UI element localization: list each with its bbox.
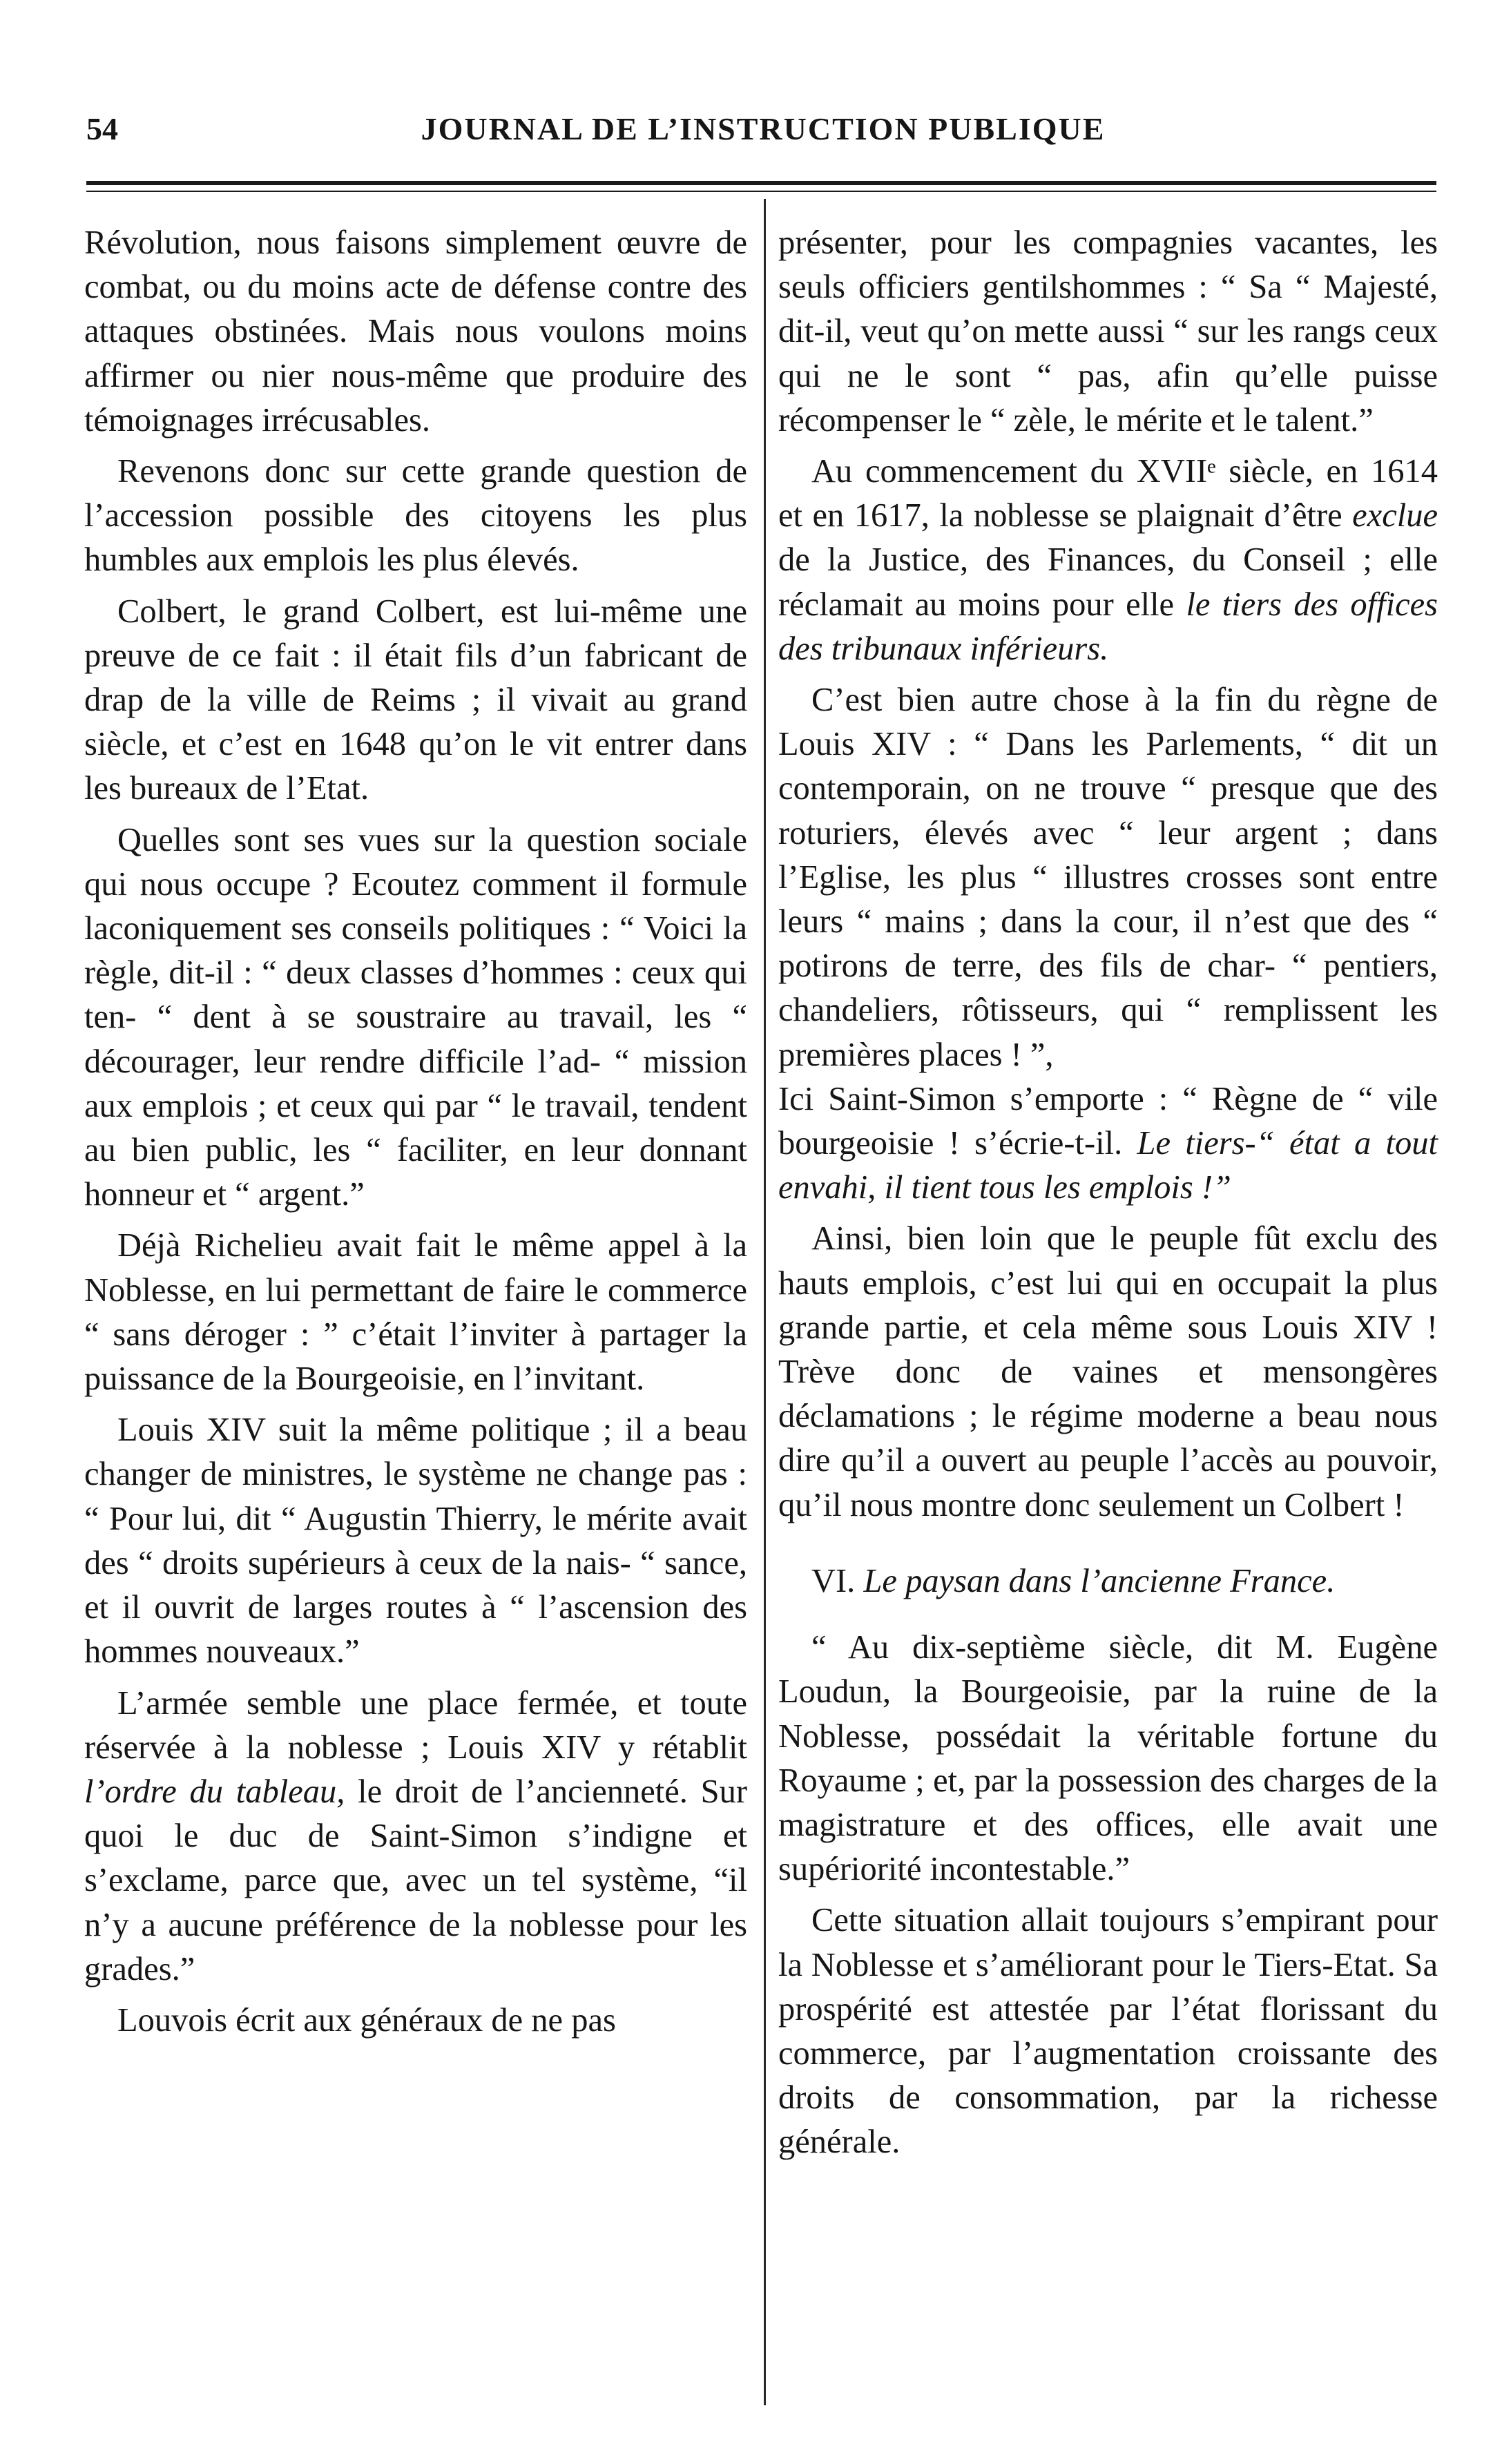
- paragraph: Colbert, le grand Colbert, est lui-même une preuve de ce fait : il était fils d’un fabricant de drap de la ville de Reims ; il vivait au grand siècle, et c’est en 1648 qu’on le vit entrer dans les bureaux de l’Etat.: [84, 593, 747, 807]
- paragraph: Au commencement du XVIIᵉ siècle, en 1614 et en 1617, la noblesse se plaignait d’être exclue de la Justice, des Finances, du Conseil ; elle réclamait au moins pour elle le tiers des offices des tribunaux inférieurs.: [778, 453, 1438, 667]
- paragraph: Louvois écrit aux généraux de ne pas: [117, 2001, 616, 2039]
- running-head: JOURNAL DE L’INSTRUCTION PUBLIQUE: [421, 111, 1106, 146]
- paragraph: Ainsi, bien loin que le peuple fût exclu des hauts emplois, c’est lui qui en occupait la plus grande partie, et cela même sous Louis XIV ! Trève donc de vaines et mensongères déclamations ; le régime moderne a beau nous dire qu’il a ouvert au peuple l’accès au pouvoir, qu’il nous montre donc seulement un Colbert !: [778, 1220, 1438, 1523]
- paragraph: présenter, pour les compagnies vacantes, les seuls officiers gentilshommes : “ Sa “ Majesté, dit-il, veut qu’on mette aussi “ sur les rangs ceux qui ne le sont “ pas, afin qu’elle puisse récompenser le “ zèle, le mérite et le talent.”: [778, 224, 1438, 439]
- paragraph: Révolution, nous faisons simplement œuvre de combat, ou du moins acte de défense contre des attaques obstinées. Mais nous voulons moins affirmer ou nier nous-même que produire des témoignages irrécusables.: [84, 224, 747, 439]
- left-column: [84, 221, 747, 2043]
- header-rule-thin: [86, 191, 1436, 192]
- paragraph: L’armée semble une place fermée, et toute réservée à la noblesse ; Louis XIV y rétablit l’ordre du tableau, le droit de l’ancienneté. Sur quoi le duc de Saint-Simon s’indigne et s’exclame, parce que, avec un tel système, “il n’y a aucune préférence de la noblesse pour les grades.”: [84, 1684, 747, 1987]
- paragraph: Louis XIV suit la même politique ; il a beau changer de ministres, le système ne change pas : “ Pour lui, dit “ Augustin Thierry, le mérite avait des “ droits supérieurs à ceux de la nais- “ sance, et il ouvrit de larges routes à “ l’ascension des hommes nouveaux.”: [84, 1412, 747, 1671]
- paragraph: “ Au dix-septième siècle, dit M. Eugène Loudun, la Bourgeoisie, par la ruine de la Noblesse, possédait la véritable fortune du Royaume ; et, par la possession des charges de la magistrature et des offices, elle avait une supériorité incontestable.”: [778, 1629, 1438, 1888]
- column-divider: [764, 199, 766, 2405]
- section-heading: VI. Le paysan dans l’ancienne France.: [811, 1562, 1336, 1599]
- paragraph: Déjà Richelieu avait fait le même appel à la Noblesse, en lui permettant de faire le commerce “ sans déroger : ” c’était l’inviter à partager la puissance de la Bourgeoisie, en l’invitant.: [84, 1227, 747, 1398]
- right-column: [778, 221, 1438, 2165]
- paragraph: Ici Saint-Simon s’emporte : “ Règne de “ vile bourgeoisie ! s’écrie-t-il. Le tiers-“ état a tout envahi, il tient tous les emplois !”: [778, 1080, 1438, 1206]
- paragraph: C’est bien autre chose à la fin du règne de Louis XIV : “ Dans les Parlements, “ dit un contemporain, on ne trouve “ presque que des roturiers, élevés avec “ leur argent ; dans l’Eglise, les plus “ illustres crosses sont entre leurs “ mains ; dans la cour, il n’est que des “ potirons de terre, des fils de char- “ pentiers, chandeliers, rôtisseurs, qui “ remplissent les premières places ! ”,: [778, 682, 1438, 1073]
- paragraph: Quelles sont ses vues sur la question sociale qui nous occupe ? Ecoutez comment il formule laconiquement ses conseils politiques : “ Voici la règle, dit-il : “ deux classes d’hommes : ceux qui ten- “ dent à se soustraire au travail, les “ décourager, leur rendre difficile l’ad- “ mission aux emplois ; et ceux qui par “ le travail, tendent au bien public, les “ faciliter, en leur donnant honneur et “ argent.”: [84, 821, 747, 1213]
- paragraph: Cette situation allait toujours s’empirant pour la Noblesse et s’améliorant pour le Tiers-Etat. Sa prospérité est attestée par l’état florissant du commerce, par l’augmentation croissante des droits de consommation, par la richesse générale.: [778, 1902, 1438, 2161]
- page-header: [86, 110, 1440, 159]
- paragraph: Revenons donc sur cette grande question de l’accession possible des citoyens les plus humbles aux emplois les plus élevés.: [84, 453, 747, 579]
- header-rule-thick: [86, 181, 1436, 185]
- page-number: 54: [86, 111, 118, 146]
